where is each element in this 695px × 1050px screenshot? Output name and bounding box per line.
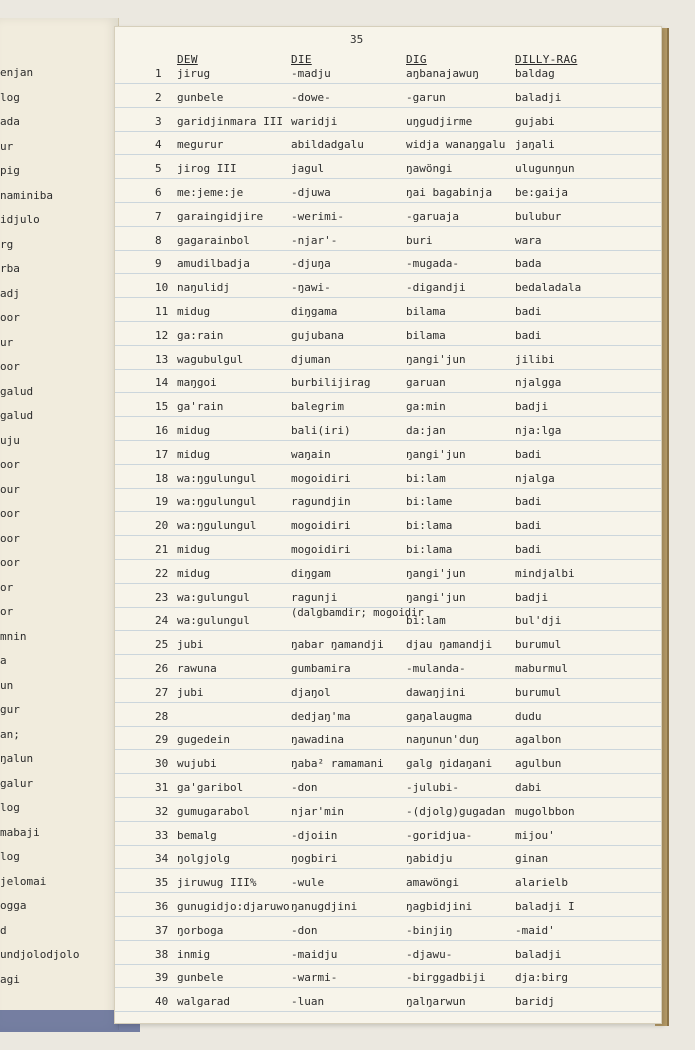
cell-dig: ŋangi'jun bbox=[406, 591, 466, 604]
table-row bbox=[115, 638, 661, 656]
cell-dig: dawaŋjini bbox=[406, 686, 466, 699]
cell-dig: da:jan bbox=[406, 424, 446, 437]
left-page-word: oor bbox=[0, 507, 20, 520]
row-number: 7 bbox=[155, 210, 162, 223]
row-number: 33 bbox=[155, 829, 169, 842]
row-number: 12 bbox=[155, 329, 169, 342]
table-row bbox=[115, 995, 661, 1013]
cell-dig: -mugada- bbox=[406, 257, 459, 270]
left-page-word: ŋalun bbox=[0, 752, 34, 765]
left-page-word: jelomai bbox=[0, 875, 47, 888]
cell-dig: djau ŋamandji bbox=[406, 638, 493, 651]
table-row bbox=[115, 971, 661, 989]
row-number: 32 bbox=[155, 805, 169, 818]
cell-dilly-rag: baladji bbox=[515, 948, 562, 961]
cell-dilly-rag: mindjalbi bbox=[515, 567, 575, 580]
cell-die: -djoiin bbox=[291, 829, 338, 842]
cell-die: bali(iri) bbox=[291, 424, 351, 437]
cell-die: mogoidiri bbox=[291, 543, 351, 556]
cell-dew: wa:ŋgulungul bbox=[177, 495, 257, 508]
cell-dilly-rag: nja:lga bbox=[515, 424, 562, 437]
cell-die: ŋaba² ramamani bbox=[291, 757, 384, 770]
cell-dew: gunbele bbox=[177, 971, 224, 984]
left-page-word: gur bbox=[0, 703, 20, 716]
table-row bbox=[115, 424, 661, 442]
row-number: 37 bbox=[155, 924, 169, 937]
row-number: 40 bbox=[155, 995, 169, 1008]
cell-dilly-rag: wara bbox=[515, 234, 542, 247]
page-number: 35 bbox=[350, 33, 364, 46]
left-page-word: adj bbox=[0, 287, 20, 300]
left-page-word: enjan bbox=[0, 66, 34, 79]
cell-dilly-rag: bedaladala bbox=[515, 281, 582, 294]
left-page-word: ur bbox=[0, 140, 14, 153]
cell-dilly-rag: agulbun bbox=[515, 757, 562, 770]
cell-dilly-rag: alarielb bbox=[515, 876, 568, 889]
cell-dig: widja wanaŋgalu bbox=[406, 138, 506, 151]
left-page-word: oor bbox=[0, 311, 20, 324]
row-number: 4 bbox=[155, 138, 162, 151]
cell-dilly-rag: baladji bbox=[515, 91, 562, 104]
cell-die: djaŋol bbox=[291, 686, 331, 699]
row-number: 10 bbox=[155, 281, 169, 294]
table-row bbox=[115, 757, 661, 775]
left-page-word: un bbox=[0, 679, 14, 692]
table-row bbox=[115, 519, 661, 537]
cell-die: mogoidiri bbox=[291, 472, 351, 485]
left-page-word: oor bbox=[0, 360, 20, 373]
row-number: 25 bbox=[155, 638, 169, 651]
table-row bbox=[115, 138, 661, 156]
row-number: 24 bbox=[155, 614, 169, 627]
cell-dew: gunugidjo:djaruwo bbox=[177, 900, 290, 913]
left-page-word: galud bbox=[0, 385, 34, 398]
cell-dilly-rag: ginan bbox=[515, 852, 549, 865]
table-row bbox=[115, 400, 661, 418]
cell-dew: ŋorboga bbox=[177, 924, 224, 937]
cell-dig: ŋangi'jun bbox=[406, 448, 466, 461]
row-number: 14 bbox=[155, 376, 169, 389]
left-page-word: pig bbox=[0, 164, 20, 177]
cell-die: -maidju bbox=[291, 948, 338, 961]
cell-dig: uŋgudjirme bbox=[406, 115, 473, 128]
cell-dew: wa:gulungul bbox=[177, 614, 250, 627]
left-page-word: log bbox=[0, 91, 20, 104]
left-page-word: uju bbox=[0, 434, 20, 447]
table-row bbox=[115, 662, 661, 680]
cell-dew: wa:gulungul bbox=[177, 591, 250, 604]
cell-dig: buri bbox=[406, 234, 433, 247]
header-dilly-rag: DILLY-RAG bbox=[515, 53, 578, 66]
table-row bbox=[115, 567, 661, 585]
cell-dew: midug bbox=[177, 305, 211, 318]
cell-dig: -garuaja bbox=[406, 210, 459, 223]
table-row bbox=[115, 257, 661, 275]
cell-dig: -digandji bbox=[406, 281, 466, 294]
cell-dig: ŋai bagabinja bbox=[406, 186, 493, 199]
cell-dilly-rag: baldag bbox=[515, 67, 555, 80]
cell-dig: -binjiŋ bbox=[406, 924, 453, 937]
cell-dilly-rag: dja:birg bbox=[515, 971, 568, 984]
cell-die: -warmi- bbox=[291, 971, 338, 984]
cell-die: ŋawadina bbox=[291, 733, 344, 746]
header-dig: DIG bbox=[406, 53, 427, 66]
cell-dew: midug bbox=[177, 543, 211, 556]
cell-die: ŋanugdjini bbox=[291, 900, 358, 913]
table-row bbox=[115, 67, 661, 85]
table-row bbox=[115, 376, 661, 394]
cell-die: gumbamira bbox=[291, 662, 351, 675]
cell-dig: ŋabidju bbox=[406, 852, 453, 865]
cell-dilly-rag: badi bbox=[515, 543, 542, 556]
cell-dilly-rag: mugolbbon bbox=[515, 805, 575, 818]
header-dew: DEW bbox=[177, 53, 198, 66]
cell-dig: ŋalŋarwun bbox=[406, 995, 466, 1008]
row-number: 13 bbox=[155, 353, 169, 366]
row-number: 18 bbox=[155, 472, 169, 485]
cell-dew: naŋulidj bbox=[177, 281, 230, 294]
table-row bbox=[115, 924, 661, 942]
cell-dilly-rag: ulugunŋun bbox=[515, 162, 575, 175]
right-page bbox=[114, 26, 662, 1024]
row-number: 8 bbox=[155, 234, 162, 247]
cell-dew: megurur bbox=[177, 138, 224, 151]
cell-dilly-rag: bada bbox=[515, 257, 542, 270]
table-row bbox=[115, 805, 661, 823]
cell-dilly-rag: mijou' bbox=[515, 829, 555, 842]
cell-dilly-rag: maburmul bbox=[515, 662, 568, 675]
left-page-word: naminiba bbox=[0, 189, 53, 202]
cell-die: -wule bbox=[291, 876, 325, 889]
cell-die: -werimi- bbox=[291, 210, 344, 223]
cell-die: -luan bbox=[291, 995, 325, 1008]
cell-dilly-rag: badi bbox=[515, 495, 542, 508]
cell-dew: midug bbox=[177, 424, 211, 437]
cell-dew: ga'garibol bbox=[177, 781, 244, 794]
cell-dew: wa:ŋgulungul bbox=[177, 519, 257, 532]
cell-dilly-rag: badji bbox=[515, 400, 549, 413]
cell-die: ragundjin bbox=[291, 495, 351, 508]
cell-dew: ŋolgjolg bbox=[177, 852, 230, 865]
row-number: 31 bbox=[155, 781, 169, 794]
row-number: 21 bbox=[155, 543, 169, 556]
cell-dew: midug bbox=[177, 567, 211, 580]
cell-dig: galg ŋidaŋani bbox=[406, 757, 493, 770]
cell-dew: wa:ŋgulungul bbox=[177, 472, 257, 485]
cell-dig: -julubi- bbox=[406, 781, 459, 794]
cell-dew: amudilbadja bbox=[177, 257, 250, 270]
cell-dig: gaŋalaugma bbox=[406, 710, 473, 723]
cell-dilly-rag: badi bbox=[515, 329, 542, 342]
cell-dew: garidjinmara III bbox=[177, 115, 283, 128]
table-row bbox=[115, 472, 661, 490]
cell-dew: jubi bbox=[177, 638, 204, 651]
cell-dig: bi:lam bbox=[406, 472, 446, 485]
cell-die: -don bbox=[291, 781, 318, 794]
cell-dew: gumugarabol bbox=[177, 805, 250, 818]
table-row bbox=[115, 353, 661, 371]
row-number: 29 bbox=[155, 733, 169, 746]
row-number: 26 bbox=[155, 662, 169, 675]
cell-die: -dowe- bbox=[291, 91, 331, 104]
row-number: 22 bbox=[155, 567, 169, 580]
left-page-word: ada bbox=[0, 115, 20, 128]
left-page-word: or bbox=[0, 581, 14, 594]
cell-die: gujubana bbox=[291, 329, 344, 342]
cell-dilly-rag: be:gaija bbox=[515, 186, 568, 199]
cell-dilly-rag: bul'dji bbox=[515, 614, 562, 627]
cell-dilly-rag: badji bbox=[515, 591, 549, 604]
cell-dig: bi:lam bbox=[406, 614, 446, 627]
row-number: 28 bbox=[155, 710, 169, 723]
row-number: 1 bbox=[155, 67, 162, 80]
cell-die: ragunji bbox=[291, 591, 338, 604]
left-page-word: agi bbox=[0, 973, 20, 986]
table-row bbox=[115, 91, 661, 109]
cell-dig: -garun bbox=[406, 91, 446, 104]
cell-dig: bilama bbox=[406, 305, 446, 318]
table-row bbox=[115, 115, 661, 133]
cell-dew: ga'rain bbox=[177, 400, 224, 413]
left-page-word: ur bbox=[0, 336, 14, 349]
cell-die: jagul bbox=[291, 162, 325, 175]
cell-dilly-rag: jilibi bbox=[515, 353, 555, 366]
cell-dilly-rag: badi bbox=[515, 519, 542, 532]
cell-die: diŋgam bbox=[291, 567, 331, 580]
cell-die: -don bbox=[291, 924, 318, 937]
cell-dilly-rag: badi bbox=[515, 305, 542, 318]
cell-die: ŋabar ŋamandji bbox=[291, 638, 384, 651]
table-row bbox=[115, 543, 661, 561]
cell-dilly-rag: gujabi bbox=[515, 115, 555, 128]
cell-dig: -birggadbiji bbox=[406, 971, 486, 984]
row-number: 38 bbox=[155, 948, 169, 961]
table-row bbox=[115, 495, 661, 513]
cell-die: njar'min bbox=[291, 805, 344, 818]
left-page-word: mabaji bbox=[0, 826, 40, 839]
cell-dew: wujubi bbox=[177, 757, 217, 770]
table-row bbox=[115, 948, 661, 966]
row-number: 9 bbox=[155, 257, 162, 270]
cell-die: -ŋawi- bbox=[291, 281, 331, 294]
cell-dew: ga:rain bbox=[177, 329, 224, 342]
table-row bbox=[115, 329, 661, 347]
table-row bbox=[115, 876, 661, 894]
cell-die: abildadgalu bbox=[291, 138, 364, 151]
cell-dilly-rag: dabi bbox=[515, 781, 542, 794]
cell-die: dedjaŋ'ma bbox=[291, 710, 351, 723]
cell-dilly-rag: njalga bbox=[515, 472, 555, 485]
row-number: 3 bbox=[155, 115, 162, 128]
left-page-word: oor bbox=[0, 556, 20, 569]
table-row bbox=[115, 900, 661, 918]
cell-dig: bi:lama bbox=[406, 519, 453, 532]
cell-die: diŋgama bbox=[291, 305, 338, 318]
cell-dilly-rag: agalbon bbox=[515, 733, 562, 746]
cell-dilly-rag: burumul bbox=[515, 638, 562, 651]
cell-dilly-rag: badi bbox=[515, 448, 542, 461]
row-number: 19 bbox=[155, 495, 169, 508]
table-row bbox=[115, 234, 661, 252]
cell-dew: bemalg bbox=[177, 829, 217, 842]
row-number: 15 bbox=[155, 400, 169, 413]
cell-dilly-rag: baladji I bbox=[515, 900, 575, 913]
cell-die: -njar'- bbox=[291, 234, 338, 247]
cell-dew: rawuna bbox=[177, 662, 217, 675]
cell-die: burbilijirag bbox=[291, 376, 371, 389]
cell-dig: aŋbanajawuŋ bbox=[406, 67, 479, 80]
cell-dew: inmig bbox=[177, 948, 211, 961]
row-number: 11 bbox=[155, 305, 169, 318]
cell-dig: ŋangi'jun bbox=[406, 353, 466, 366]
cell-dig: ga:min bbox=[406, 400, 446, 413]
table-row bbox=[115, 607, 661, 632]
row-number: 39 bbox=[155, 971, 169, 984]
left-page-word: rba bbox=[0, 262, 20, 275]
left-page-word: an; bbox=[0, 728, 20, 741]
cell-dew: garaingidjire bbox=[177, 210, 264, 223]
cell-dilly-rag: jaŋali bbox=[515, 138, 555, 151]
cell-dig: amawöngi bbox=[406, 876, 459, 889]
cell-die: -djuŋa bbox=[291, 257, 331, 270]
cell-dew: maŋgoi bbox=[177, 376, 217, 389]
cell-die: -djuwa bbox=[291, 186, 331, 199]
cell-dew: walgarad bbox=[177, 995, 230, 1008]
left-page-word: d bbox=[0, 924, 7, 937]
cell-dew: midug bbox=[177, 448, 211, 461]
row-number: 35 bbox=[155, 876, 169, 889]
cell-dew: me:jeme:je bbox=[177, 186, 244, 199]
cell-die: waŋain bbox=[291, 448, 331, 461]
row-number: 2 bbox=[155, 91, 162, 104]
cell-die: ŋogbiri bbox=[291, 852, 338, 865]
table-row bbox=[115, 448, 661, 466]
left-page-word: oor bbox=[0, 458, 20, 471]
cell-dig: -mulanda- bbox=[406, 662, 466, 675]
table-row bbox=[115, 210, 661, 228]
cell-dilly-rag: dudu bbox=[515, 710, 542, 723]
table-row bbox=[115, 305, 661, 323]
row-number: 20 bbox=[155, 519, 169, 532]
left-page-word: log bbox=[0, 801, 20, 814]
cell-dew: wagubulgul bbox=[177, 353, 244, 366]
cell-dig: -(djolg)gugadan bbox=[406, 805, 506, 818]
left-page-word: or bbox=[0, 605, 14, 618]
left-page-word: oor bbox=[0, 532, 20, 545]
cell-dew: jirug bbox=[177, 67, 211, 80]
cell-dilly-rag: bulubur bbox=[515, 210, 562, 223]
row-number: 17 bbox=[155, 448, 169, 461]
left-page-word: our bbox=[0, 483, 20, 496]
table-row bbox=[115, 781, 661, 799]
left-page-word: idjulo bbox=[0, 213, 40, 226]
cell-dew: jirog III bbox=[177, 162, 237, 175]
cell-die: djuman bbox=[291, 353, 331, 366]
table-row bbox=[115, 186, 661, 204]
cell-die: mogoidiri bbox=[291, 519, 351, 532]
cell-dilly-rag: -maid' bbox=[515, 924, 555, 937]
cell-dew: gagarainbol bbox=[177, 234, 250, 247]
left-page-word: mnin bbox=[0, 630, 27, 643]
row-number: 16 bbox=[155, 424, 169, 437]
cell-dig: -djawu- bbox=[406, 948, 453, 961]
left-page bbox=[0, 18, 119, 1030]
left-page-word: ogga bbox=[0, 899, 27, 912]
cell-dig: bilama bbox=[406, 329, 446, 342]
left-page-word: undjolodjolo bbox=[0, 948, 80, 961]
cell-dig: ŋangi'jun bbox=[406, 567, 466, 580]
row-number: 5 bbox=[155, 162, 162, 175]
cell-die: waridji bbox=[291, 115, 338, 128]
left-page-word: rg bbox=[0, 238, 14, 251]
table-row bbox=[115, 852, 661, 870]
table-row bbox=[115, 710, 661, 728]
cell-dig: ŋawöngi bbox=[406, 162, 453, 175]
cell-die: balegrim bbox=[291, 400, 344, 413]
row-number: 36 bbox=[155, 900, 169, 913]
left-page-word: galud bbox=[0, 409, 34, 422]
cell-dig: -goridjua- bbox=[406, 829, 473, 842]
table-row bbox=[115, 829, 661, 847]
cell-die: -madju bbox=[291, 67, 331, 80]
left-page-word: log bbox=[0, 850, 20, 863]
cell-dig: bi:lame bbox=[406, 495, 453, 508]
header-die: DIE bbox=[291, 53, 312, 66]
cell-dew: gugedein bbox=[177, 733, 230, 746]
cell-dew: jiruwug III% bbox=[177, 876, 257, 889]
table-row bbox=[115, 733, 661, 751]
cell-dig: bi:lama bbox=[406, 543, 453, 556]
cell-dig: naŋunun'duŋ bbox=[406, 733, 479, 746]
cell-dilly-rag: njalgga bbox=[515, 376, 562, 389]
cell-dig: ŋagbidjini bbox=[406, 900, 473, 913]
cell-dew: jubi bbox=[177, 686, 204, 699]
table-row bbox=[115, 686, 661, 704]
table-row bbox=[115, 281, 661, 299]
cell-dig: garuan bbox=[406, 376, 446, 389]
row-number: 30 bbox=[155, 757, 169, 770]
cell-dew: gunbele bbox=[177, 91, 224, 104]
row-number: 34 bbox=[155, 852, 169, 865]
cell-die: (dalgbamdir; mogoidir bbox=[291, 607, 424, 619]
left-page-word: a bbox=[0, 654, 7, 667]
row-number: 27 bbox=[155, 686, 169, 699]
cell-dilly-rag: burumul bbox=[515, 686, 562, 699]
left-page-word: galur bbox=[0, 777, 34, 790]
row-number: 23 bbox=[155, 591, 169, 604]
cell-dilly-rag: baridj bbox=[515, 995, 555, 1008]
table-row bbox=[115, 162, 661, 180]
row-number: 6 bbox=[155, 186, 162, 199]
